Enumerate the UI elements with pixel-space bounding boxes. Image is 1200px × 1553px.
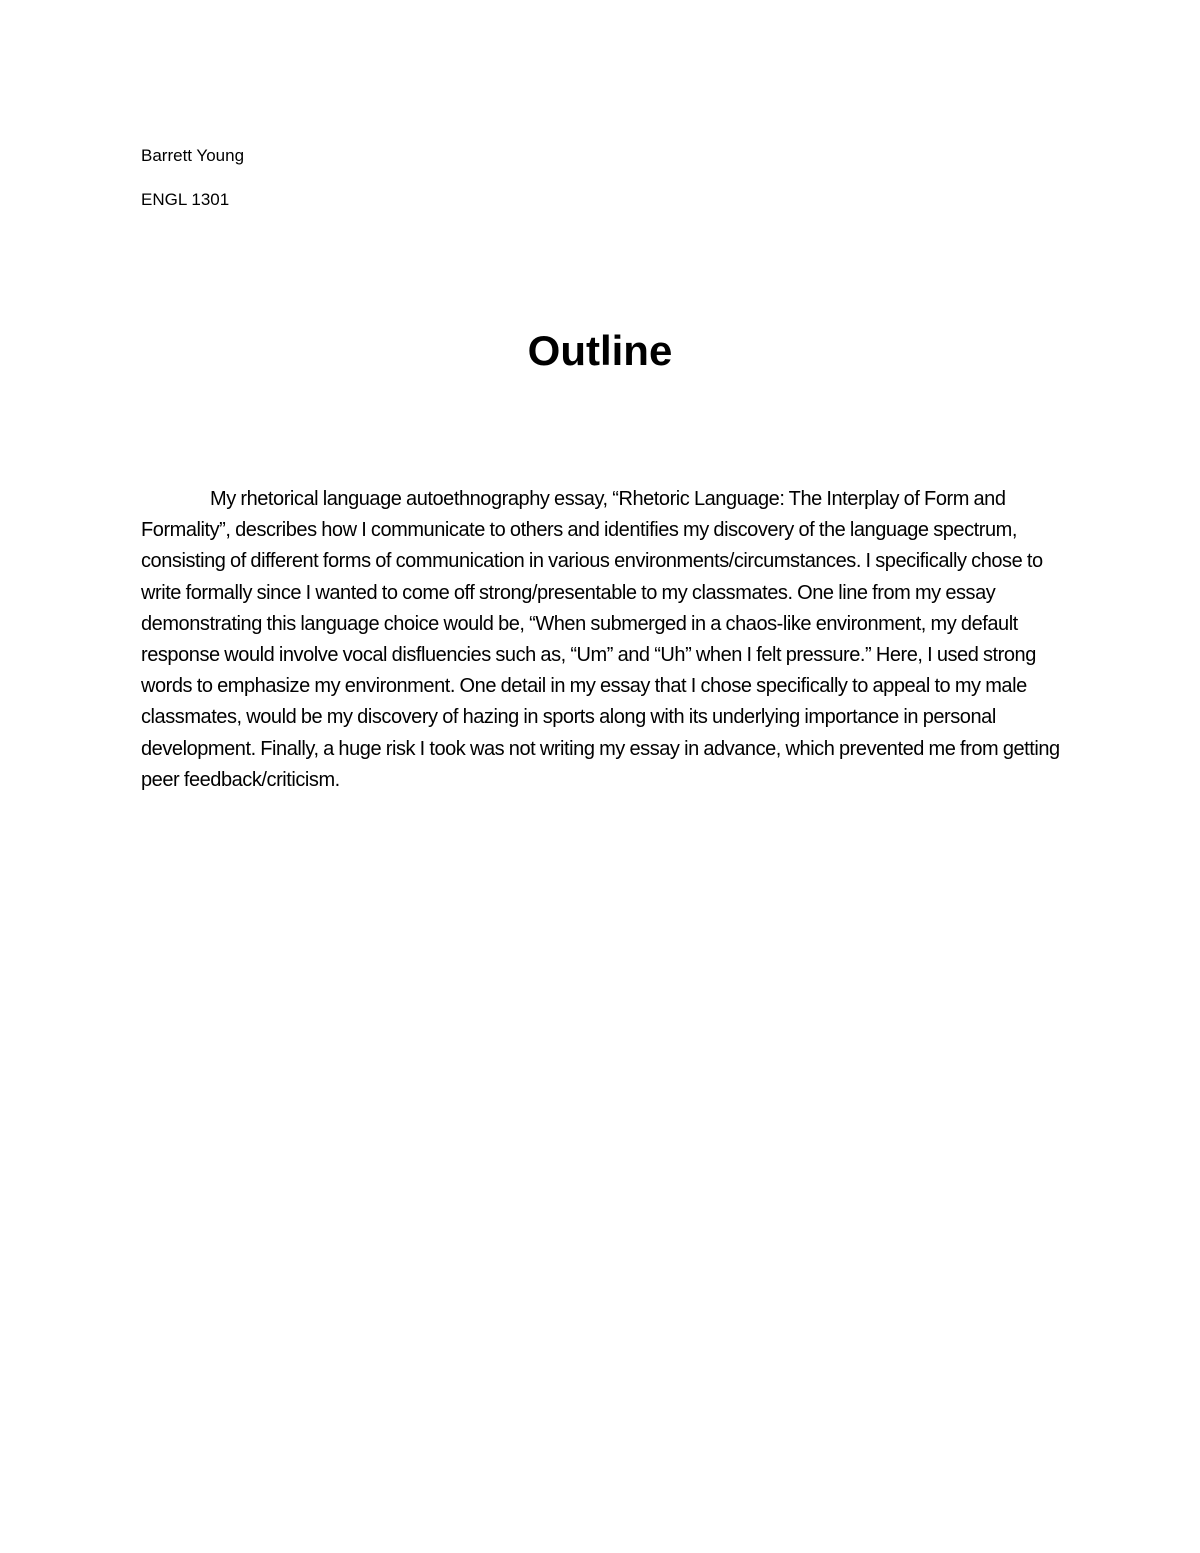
author-name: Barrett Young bbox=[141, 146, 245, 165]
page-title: Outline bbox=[527, 327, 673, 374]
course-code: ENGL 1301 bbox=[141, 190, 230, 209]
body-paragraph: My rhetorical language autoethnography essay, “Rhetoric Language: The Interplay of Form and Formality”, describes how I communicate to others and identifies my discovery of the language spectrum, consisting of different forms of communication in various environments/circumstances. I specifically chose to write formally since I wanted to come off strong/presentable to my classmates. One line from my essay demonstrating this language choice would be, “When submerged in a chaos-like environment, my default response would involve vocal disfluencies such as, “Um” and “Uh” when I felt pressure.” Here, I used strong words to emphasize my environment. One detail in my essay that I chose specifically to appeal to my male classmates, would be my discovery of hazing in sports along with its underlying importance in personal development. Finally, a huge risk I took was not writing my essay in advance, which prevented me from getting peer feedback/criticism. bbox=[141, 488, 1060, 791]
